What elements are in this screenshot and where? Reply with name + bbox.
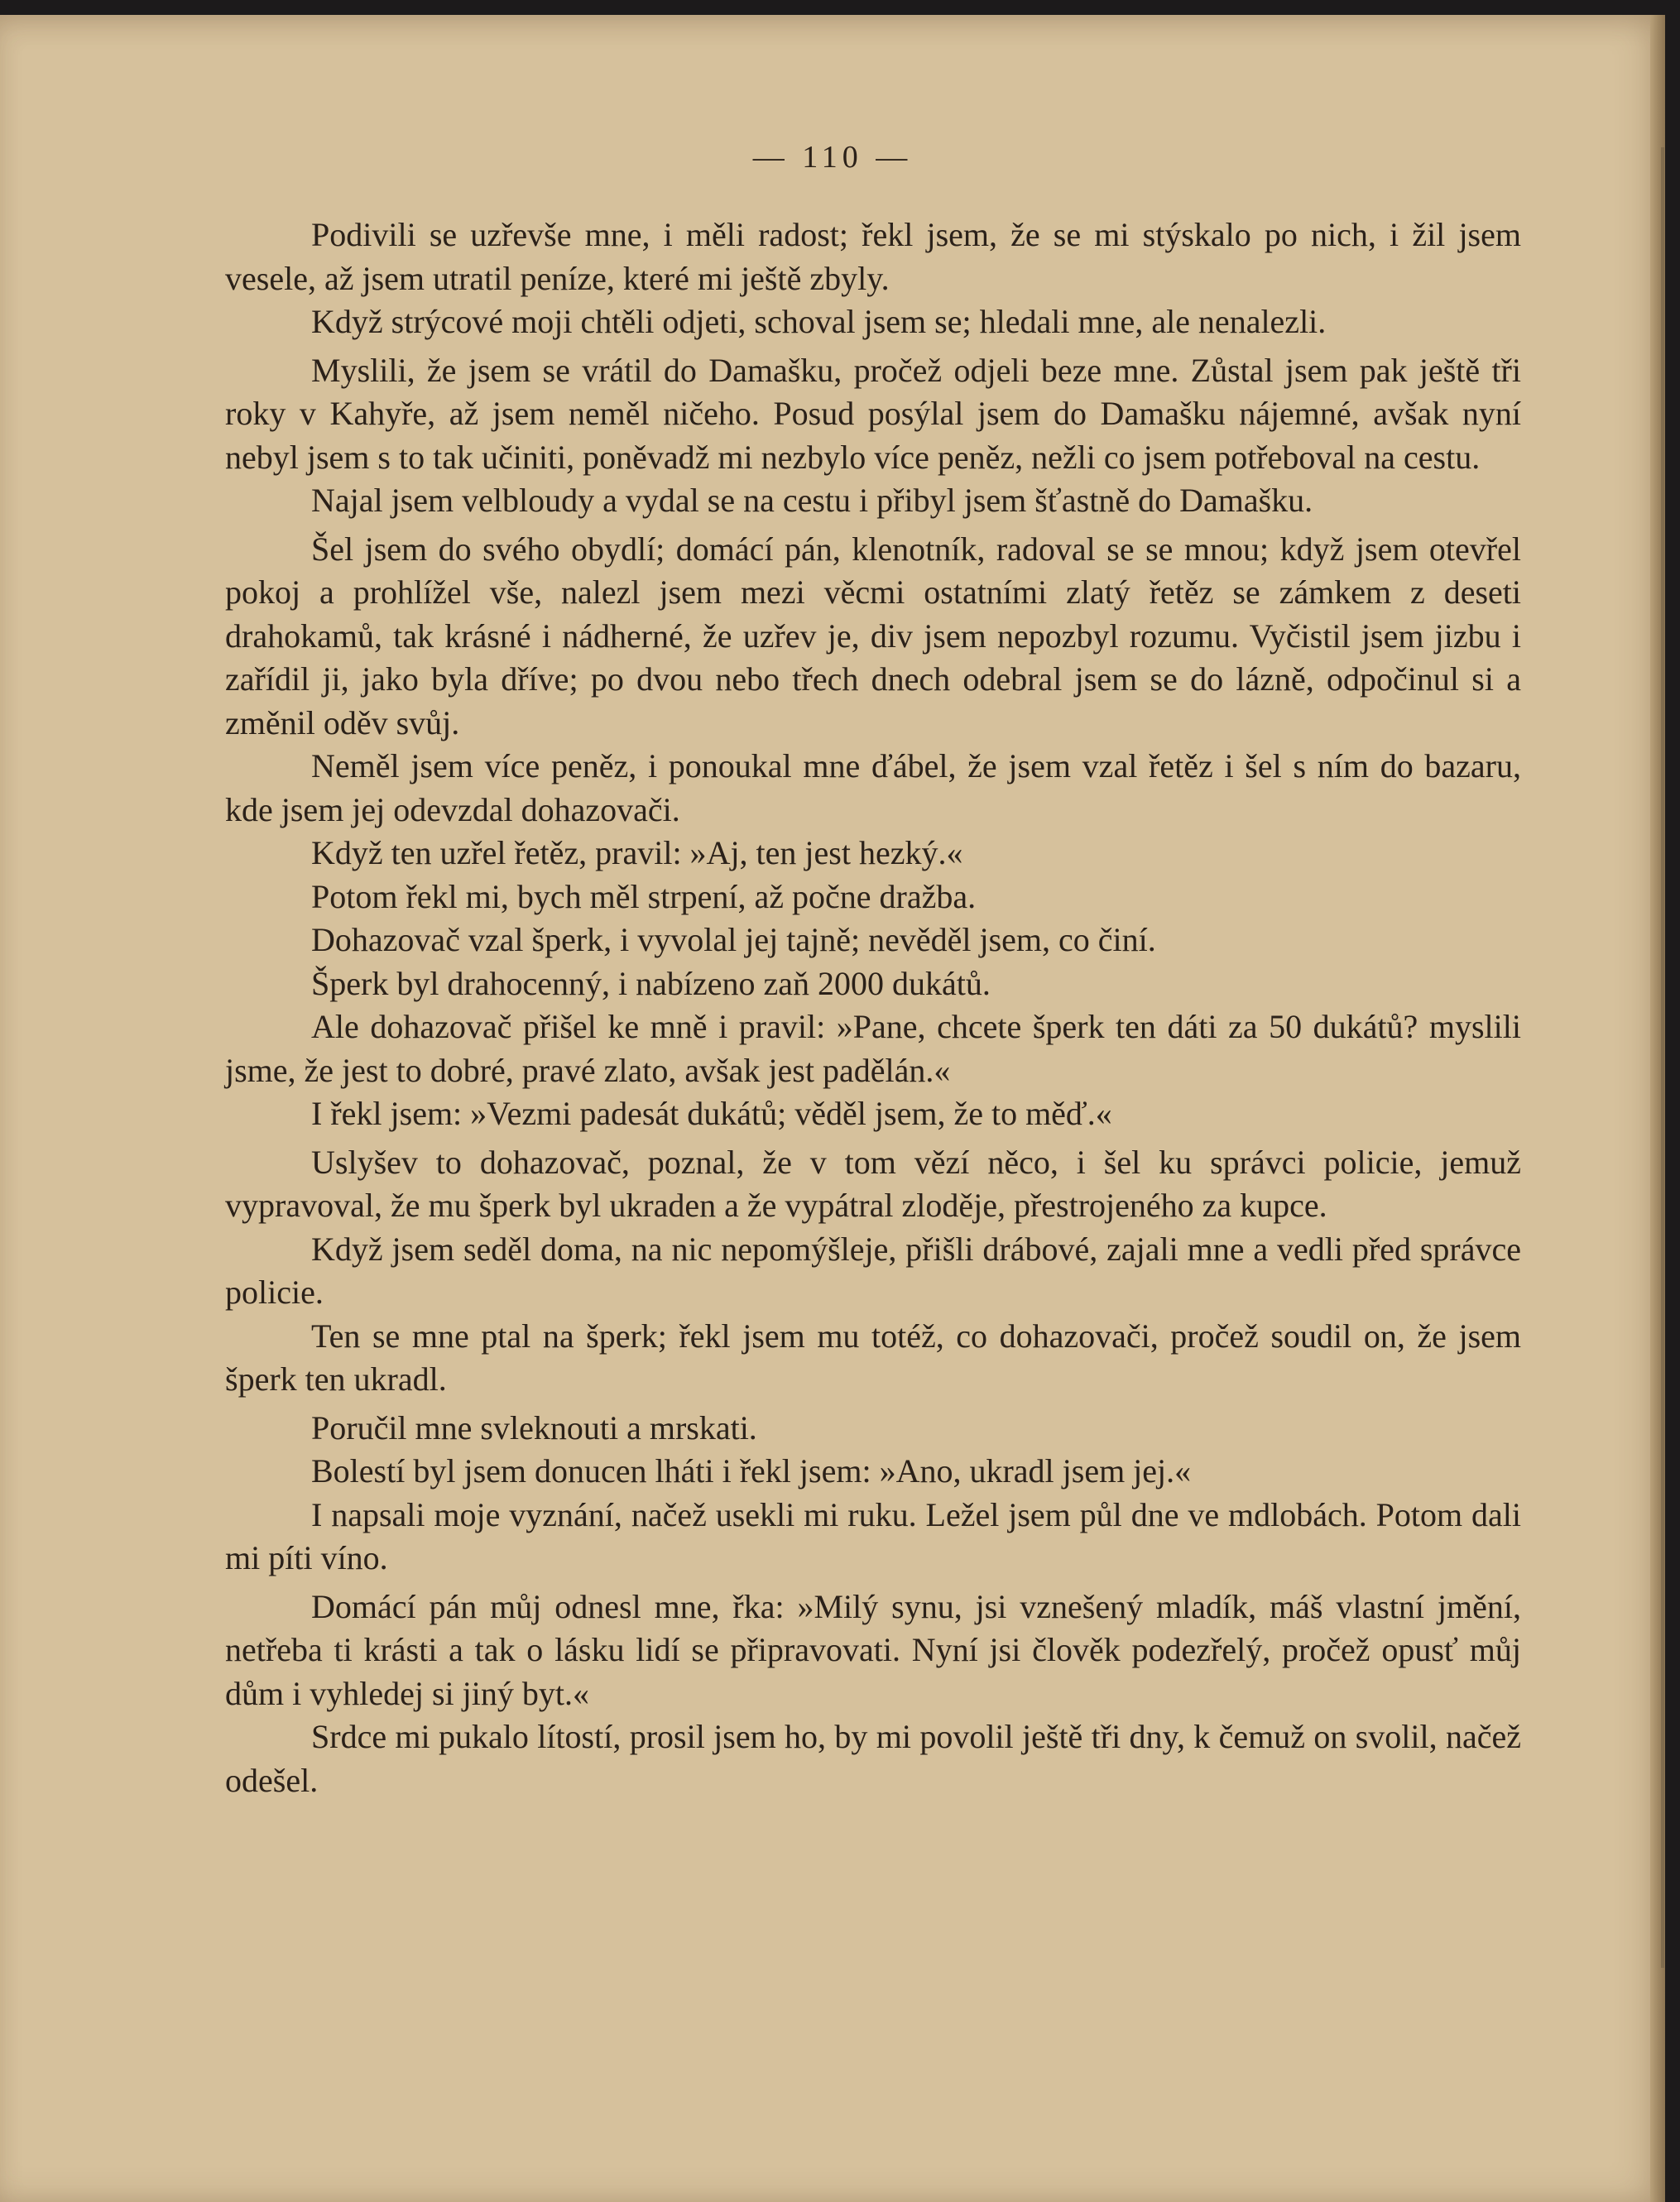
paragraph: Šel jsem do svého obydlí; domácí pán, klenotník, radoval se se mnou; když jsem otevřel pokoj a prohlížel vše, nalezl jsem mezi věcmi ostatními zlatý řetěz se zámkem z deseti drahokamů, tak krásné i nádherné, že uzřev je, div jsem nepozbyl rozumu. Vyčistil jsem jizbu i zařídil ji, jako byla dříve; po dvou nebo třech dnech odebral jsem se do lázně, odpočinul si a změnil oděv svůj. [225, 530, 1521, 741]
paragraph: Když strýcové moji chtěli odjeti, schoval jsem se; hledali mne, ale nenalezli. [311, 303, 1327, 340]
paragraph: Šperk byl drahocenný, i nabízeno zaň 2000 dukátů. [311, 964, 991, 1002]
paragraph: Ale dohazovač přišel ke mně i pravil: »Pane, chcete šperk ten dáti za 50 dukátů? myslili jsme, že jest to dobré, pravé zlato, avšak jest padělán.« [225, 1008, 1521, 1089]
paragraph: Myslili, že jsem se vrátil do Damašku, pročež odjeli beze mne. Zůstal jsem pak ještě tři roky v Kahyře, až jsem neměl ničeho. Posud posýlal jsem do Damašku nájemné, avšak nyní nebyl jsem s to tak učiniti, poněvadž mi nezbylo více peněz, nežli co jsem potřeboval na cestu. [225, 351, 1521, 476]
paragraph: Domácí pán můj odnesl mne, řka: »Milý synu, jsi vznešený mladík, máš vlastní jmění, netřeba ti krásti a tak o lásku lidí se připravovati. Nyní jsi člověk podezřelý, pročež opusť můj dům i vyhledej si jiný byt.« [225, 1587, 1521, 1712]
paragraph: Poručil mne svleknouti a mrskati. [311, 1408, 757, 1446]
paragraph: Neměl jsem více peněz, i ponoukal mne ďábel, že jsem vzal řetěz i šel s ním do bazaru, kde jsem jej odevzdal dohazovači. [225, 747, 1521, 828]
book-page [0, 15, 1665, 2202]
paragraph: I napsali moje vyznání, načež usekli mi ruku. Ležel jsem půl dne ve mdlobách. Potom dali mi píti víno. [225, 1495, 1521, 1576]
paragraph: Když ten uzřel řetěz, pravil: »Aj, ten jest hezký.« [311, 834, 963, 871]
paragraph: Uslyšev to dohazovač, poznal, že v tom vězí něco, i šel ku správci policie, jemuž vypravoval, že mu šperk byl ukraden a že vypátral zloděje, přestrojeného za kupce. [225, 1143, 1521, 1224]
paragraph: Srdce mi pukalo lítostí, prosil jsem ho, by mi povolil ještě tři dny, k čemuž on svolil, načež odešel. [225, 1718, 1521, 1799]
paragraph: Potom řekl mi, bych měl strpení, až počne dražba. [311, 877, 977, 915]
paragraph: Podivili se uzřevše mne, i měli radost; řekl jsem, že se mi stýskalo po nich, i žil jsem vesele, až jsem utratil peníze, které mi ještě zbyly. [225, 216, 1521, 297]
page-margin-line [1661, 147, 1664, 1968]
page-number: — 110 — [752, 140, 913, 175]
paragraph: Ten se mne ptal na šperk; řekl jsem mu totéž, co dohazovači, pročež soudil on, že jsem šperk ten ukradl. [225, 1317, 1521, 1398]
paragraph: I řekl jsem: »Vezmi padesát dukátů; věděl jsem, že to měď.« [311, 1095, 1112, 1132]
paragraph: Když jsem seděl doma, na nic nepomýšleje, přišli drábové, zajali mne a vedli před správce policie. [225, 1230, 1521, 1311]
paragraph: Najal jsem velbloudy a vydal se na cestu i přibyl jsem šťastně do Damašku. [311, 482, 1313, 519]
paragraph: Bolestí byl jsem donucen lháti i řekl jsem: »Ano, ukradl jsem jej.« [311, 1452, 1192, 1490]
body-text [225, 213, 1521, 1802]
paragraph: Dohazovač vzal šperk, i vyvolal jej tajně; nevěděl jsem, co činí. [311, 921, 1156, 958]
